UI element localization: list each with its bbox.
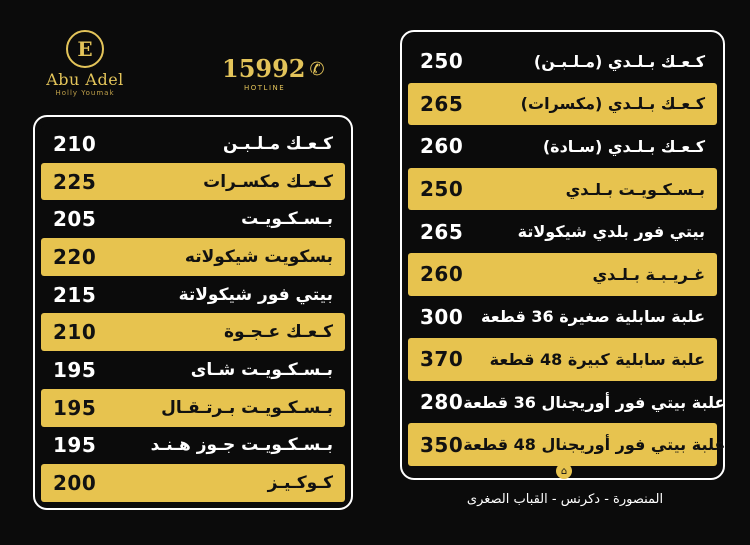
- menu-item-name: كـوكـيـز: [267, 473, 333, 494]
- menu-price: 250: [420, 49, 464, 74]
- right-price-list: [400, 30, 725, 480]
- menu-row: [408, 210, 717, 253]
- menu-row: [41, 351, 345, 389]
- menu-price: 265: [420, 91, 464, 116]
- brand-logo: [30, 30, 140, 97]
- menu-item-name: علبة بيتي فور أوريجنال 48 قطعة: [463, 435, 726, 455]
- menu-row: [41, 313, 345, 351]
- menu-price: 205: [53, 207, 97, 232]
- brand-name: Abu Adel: [46, 70, 124, 89]
- menu-item-name: بيتي فور بلدي شيكولاتة: [517, 222, 705, 242]
- menu-price: 260: [420, 134, 464, 159]
- menu-price: 220: [53, 244, 97, 269]
- menu-row: [408, 423, 726, 466]
- menu-price: 370: [420, 347, 464, 372]
- menu-row: [408, 381, 726, 424]
- phone-icon: ✆: [309, 58, 325, 80]
- menu-row: [408, 125, 717, 168]
- menu-item-name: كـعـك مـلـبـن: [223, 133, 333, 154]
- brand-tagline: Holly Youmak: [55, 89, 115, 97]
- menu-row: [41, 200, 345, 238]
- menu-row: [408, 338, 717, 381]
- menu-item-name: بـسـكـويـت بـرتـقـال: [161, 397, 333, 418]
- menu-row: [408, 168, 717, 211]
- hotline-label: HOTLINE: [244, 84, 286, 92]
- menu-item-name: بـسـكـويـت شـاى: [190, 359, 333, 380]
- menu-row: [41, 276, 345, 314]
- menu-price: 215: [53, 282, 97, 307]
- menu-price: 195: [53, 433, 97, 458]
- menu-row: [41, 464, 345, 502]
- hotline-number: 15992: [222, 54, 306, 83]
- menu-price: 350: [420, 432, 464, 457]
- menu-row: [41, 238, 345, 276]
- menu-item-name: بـسـكـويـت جـوز هـنـد: [150, 435, 333, 456]
- hotline: [222, 54, 325, 92]
- menu-price: 250: [420, 177, 464, 202]
- menu-item-name: غـريـبـة بـلـدي: [592, 264, 705, 284]
- home-icon: ⌂: [556, 463, 572, 479]
- logo-monogram-icon: E: [66, 30, 104, 68]
- menu-price: 210: [53, 320, 97, 345]
- menu-item-name: كـعـك مكسـرات: [203, 171, 333, 192]
- menu-price: 195: [53, 357, 97, 382]
- menu-row: [408, 83, 717, 126]
- menu-item-name: كـعـك بـلـدي (مـلـبـن): [533, 51, 705, 71]
- menu-row: [408, 296, 717, 339]
- menu-row: [41, 427, 345, 465]
- menu-row: [408, 253, 717, 296]
- menu-price: 195: [53, 395, 97, 420]
- menu-row: [41, 163, 345, 201]
- menu-item-name: بـسـكـويـت بـلـدي: [565, 179, 705, 199]
- menu-item-name: بيتي فور شيكولاتة: [178, 284, 333, 305]
- menu-item-name: كـعـك بـلـدي (مكسرات): [520, 94, 705, 114]
- menu-price: 225: [53, 169, 97, 194]
- menu-item-name: بـسـكـويـت: [241, 209, 333, 230]
- menu-price: 210: [53, 131, 97, 156]
- menu-price: 280: [420, 390, 464, 415]
- menu-item-name: كـعـك عـجـوة: [223, 322, 333, 343]
- menu-item-name: بسكويت شيكولاته: [184, 246, 333, 267]
- menu-item-name: علبة سابلية صغيرة 36 قطعة: [481, 307, 705, 327]
- left-price-list: [33, 115, 353, 510]
- menu-price: 260: [420, 262, 464, 287]
- menu-price: 300: [420, 304, 464, 329]
- menu-price: 200: [53, 471, 97, 496]
- menu-row: [408, 40, 717, 83]
- menu-item-name: كـعـك بـلـدي (سـادة): [542, 136, 705, 156]
- address: المنصورة - دكرنس - القباب الصغرى: [466, 492, 664, 507]
- menu-row: [41, 389, 345, 427]
- menu-item-name: علبة سابلية كبيرة 48 قطعة: [489, 349, 705, 369]
- menu-row: [41, 125, 345, 163]
- menu-price: 265: [420, 219, 464, 244]
- menu-item-name: علبة بيتي فور أوريجنال 36 قطعة: [463, 392, 726, 412]
